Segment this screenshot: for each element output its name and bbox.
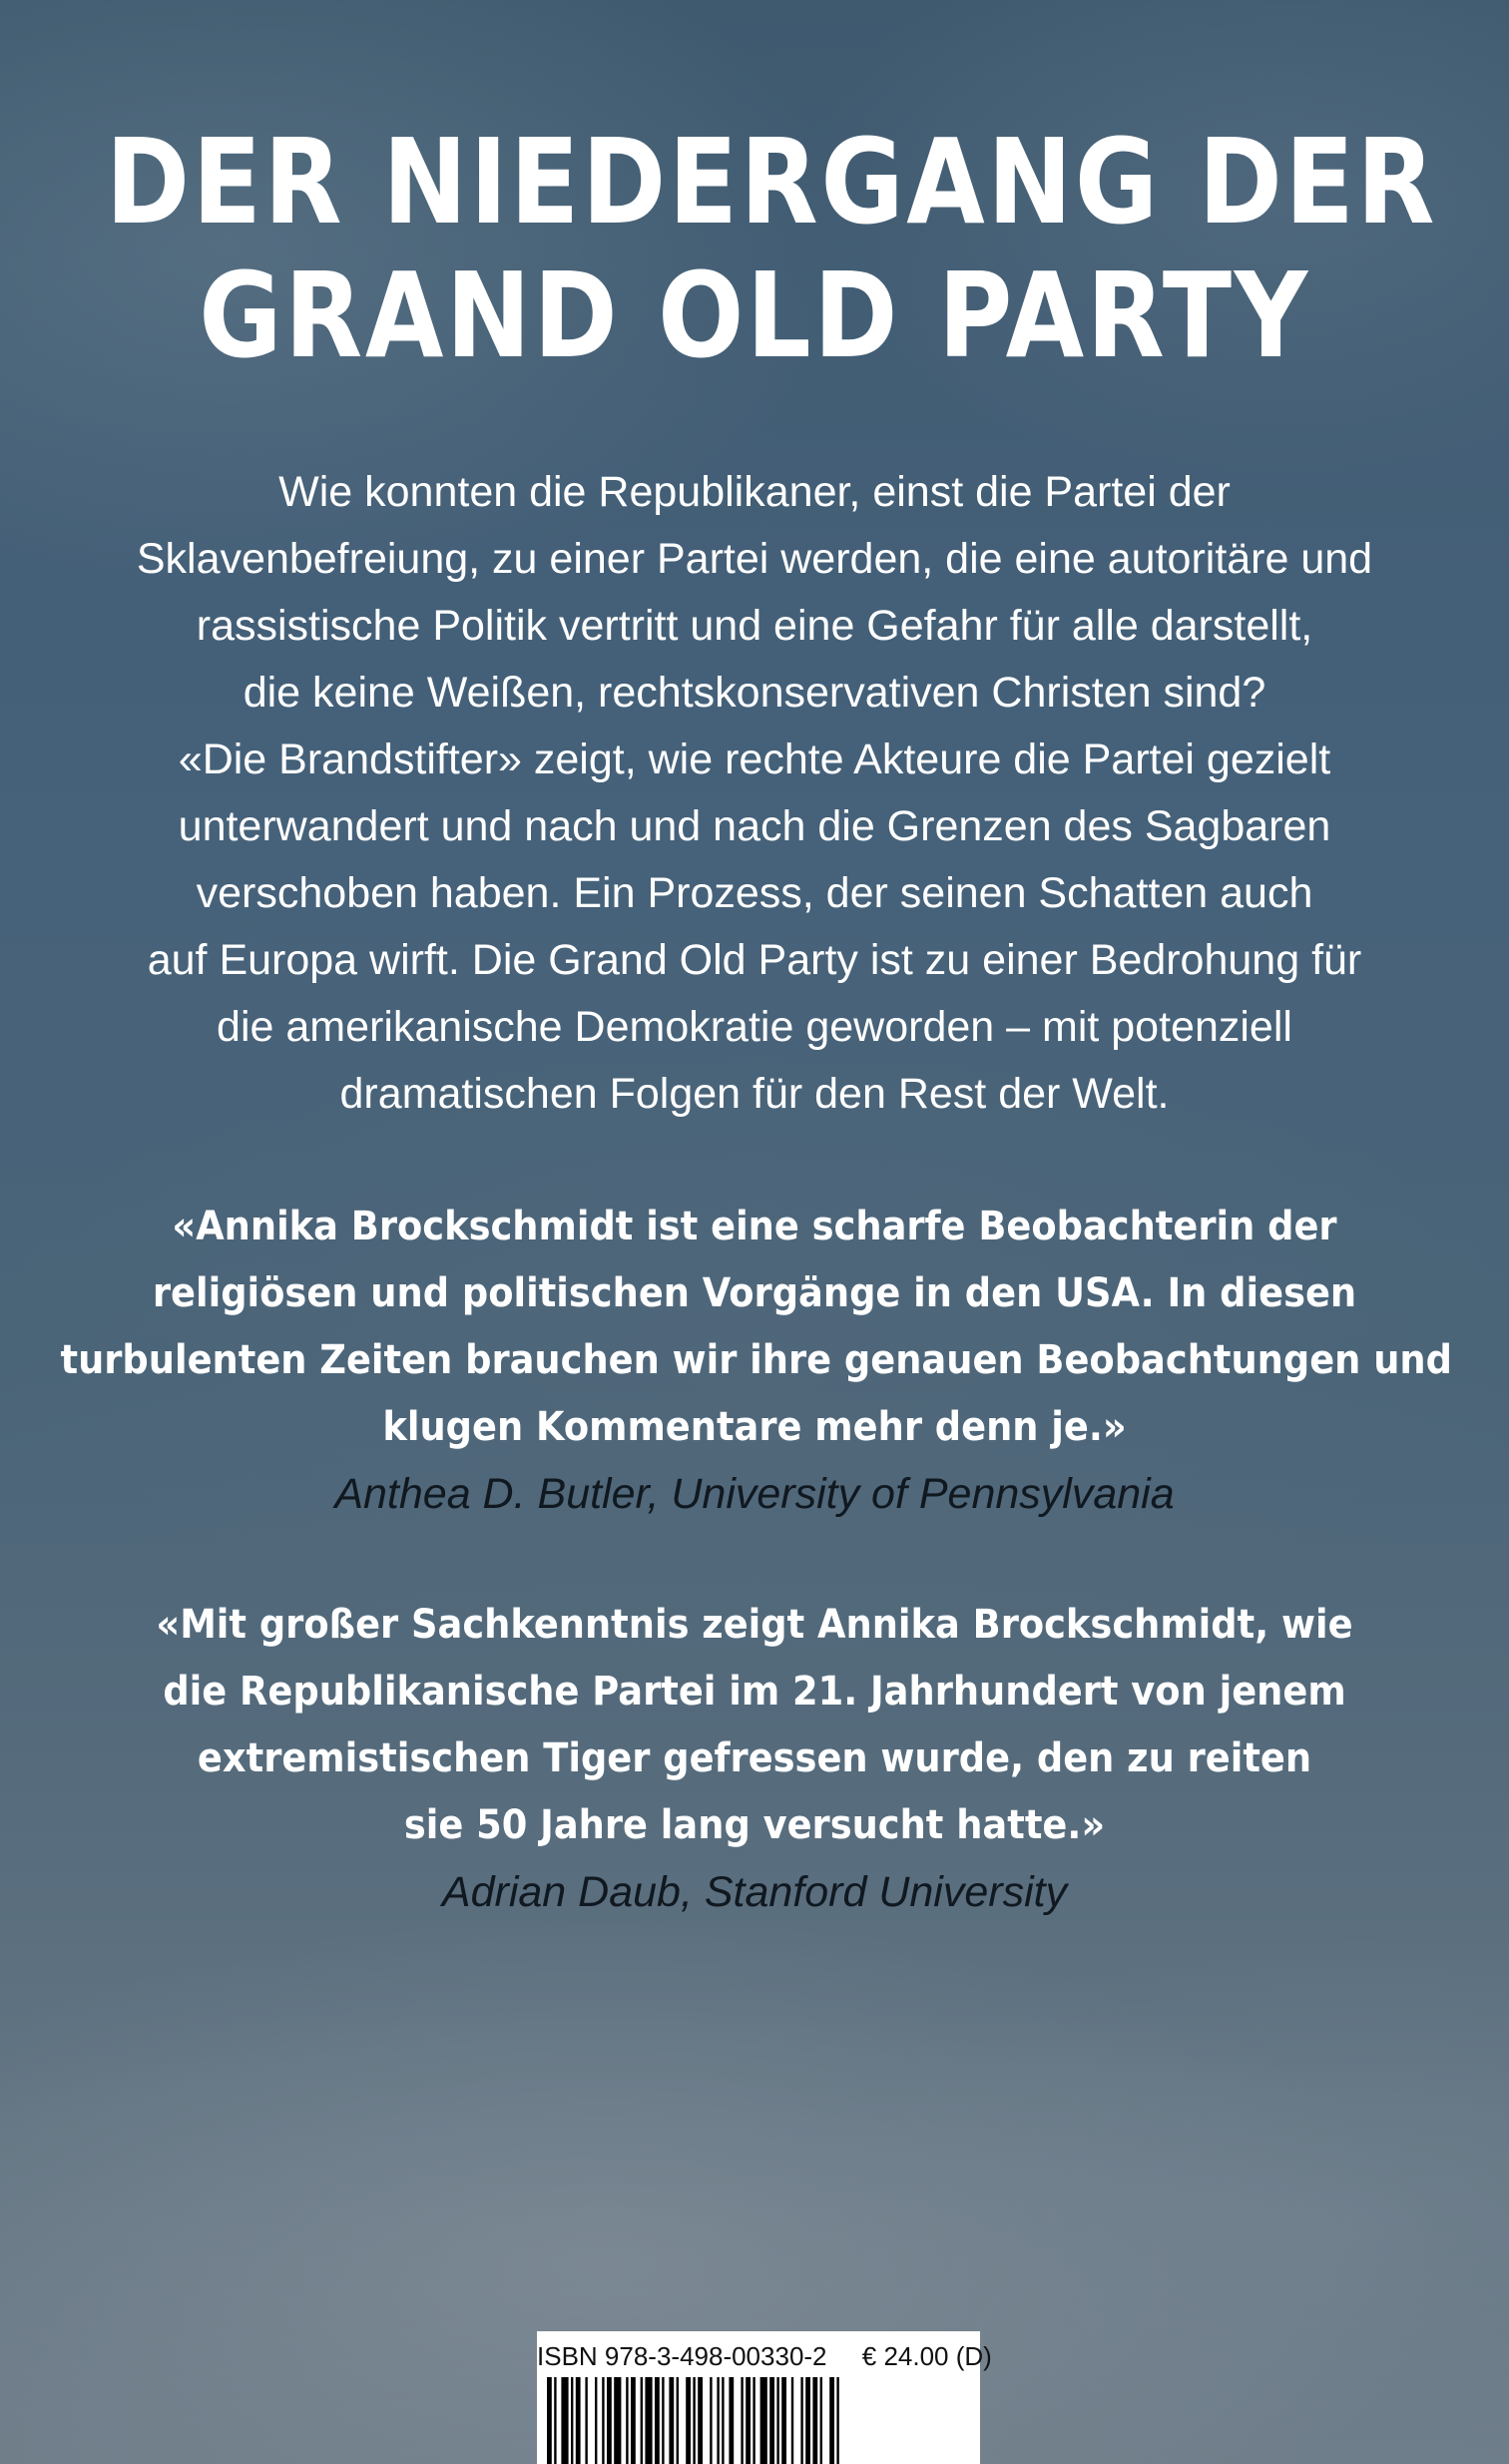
barcode-bar — [626, 2377, 628, 2464]
barcode-bar — [614, 2377, 621, 2464]
barcode-bar — [741, 2377, 743, 2464]
barcode-bar — [698, 2377, 703, 2464]
barcode-bar — [631, 2377, 636, 2464]
blurb-line: «Die Brandstifter» zeigt, wie rechte Akteure die Partei gezielt — [178, 736, 1331, 783]
isbn-price-line — [537, 2341, 992, 2371]
barcode-bar — [746, 2377, 751, 2464]
barcode-bar — [781, 2377, 786, 2464]
barcode-bar — [585, 2377, 587, 2464]
barcode-bar — [769, 2377, 774, 2464]
blurb-line: rassistische Politik vertritt und eine Gefahr für alle darstellt, — [196, 602, 1313, 650]
quote-line: «Annika Brockschmidt ist eine scharfe Beobachterin der — [172, 1204, 1337, 1249]
blurb-line: verschoben haben. Ein Prozess, der seinen Schatten auch — [196, 869, 1313, 917]
barcode-icon — [545, 2377, 972, 2464]
barcode-bar — [595, 2377, 597, 2464]
title-line-1: DER NIEDERGANG DER — [105, 113, 1438, 250]
barcode-bar — [602, 2377, 604, 2464]
barcode-bar — [805, 2377, 810, 2464]
barcode-bar — [800, 2377, 802, 2464]
blurb-line: unterwandert und nach und nach die Grenzen des Sagbaren — [178, 802, 1331, 850]
barcode-bar — [561, 2377, 568, 2464]
barcode-bar — [717, 2377, 719, 2464]
cover-title — [105, 113, 1438, 384]
isbn-number: ISBN 978-3-498-00330-2 — [537, 2341, 827, 2371]
blurb-line: die keine Weißen, rechtskonservativen Christen sind? — [243, 669, 1266, 717]
barcode-bar — [607, 2377, 612, 2464]
blurb-line: auf Europa wirft. Die Grand Old Party ist zu einer Bedrohung für — [147, 936, 1362, 984]
blurb-line: Wie konnten die Republikaner, einst die Partei der — [278, 468, 1231, 516]
barcode-bar — [669, 2377, 674, 2464]
barcode-bar — [791, 2377, 793, 2464]
quote-line: klugen Kommentare mehr denn je.» — [382, 1404, 1127, 1450]
barcode-bar — [776, 2377, 778, 2464]
blurb-line: Sklavenbefreiung, zu einer Partei werden, die eine autoritäre und — [136, 535, 1373, 583]
barcode-bar — [645, 2377, 652, 2464]
quote-attribution: Adrian Daub, Stanford University — [441, 1868, 1068, 1916]
quote-line: extremistischen Tiger gefressen wurde, den zu reiten — [197, 1735, 1312, 1781]
barcode-bar — [576, 2377, 581, 2464]
review-quote-2 — [0, 1592, 1509, 1926]
price: € 24.00 (D) — [861, 2341, 992, 2371]
review-quote-1 — [0, 1194, 1509, 1528]
barcode-bar — [760, 2377, 767, 2464]
barcode-bar — [655, 2377, 660, 2464]
quote-line: die Republikanische Partei im 21. Jahrhundert von jenem — [163, 1669, 1346, 1715]
quote-line: turbulenten Zeiten brauchen wir ihre genauen Beobachtungen und — [60, 1337, 1452, 1383]
barcode-bar — [693, 2377, 695, 2464]
barcode-bar — [554, 2377, 556, 2464]
quote-line: «Mit großer Sachkenntnis zeigt Annika Brockschmidt, wie — [156, 1602, 1353, 1648]
barcode-bar — [686, 2377, 691, 2464]
barcode-bar — [753, 2377, 754, 2464]
barcode-bar — [571, 2377, 573, 2464]
barcode-bar — [641, 2377, 643, 2464]
blurb-text — [0, 459, 1509, 1128]
barcode-bar — [662, 2377, 664, 2464]
barcode-bar — [547, 2377, 552, 2464]
barcode-bar — [812, 2377, 817, 2464]
barcode-bar — [729, 2377, 734, 2464]
quote-attribution: Anthea D. Butler, University of Pennsylvania — [334, 1470, 1175, 1518]
blurb-line: die amerikanische Demokratie geworden – mit potenziell — [217, 1003, 1292, 1051]
barcode-bar — [677, 2377, 679, 2464]
barcode-bar — [710, 2377, 712, 2464]
title-line-2: GRAND OLD PARTY — [199, 246, 1310, 384]
quote-line: sie 50 Jahre lang versucht hatte.» — [403, 1802, 1106, 1848]
barcode-bar — [829, 2377, 834, 2464]
barcode-label — [537, 2331, 992, 2464]
barcode-bar — [722, 2377, 724, 2464]
blurb-line: dramatischen Folgen für den Rest der Welt. — [339, 1070, 1170, 1118]
barcode-bar — [820, 2377, 822, 2464]
quote-line: religiösen und politischen Vorgänge in den USA. In diesen — [152, 1270, 1357, 1316]
barcode-bar — [836, 2377, 838, 2464]
